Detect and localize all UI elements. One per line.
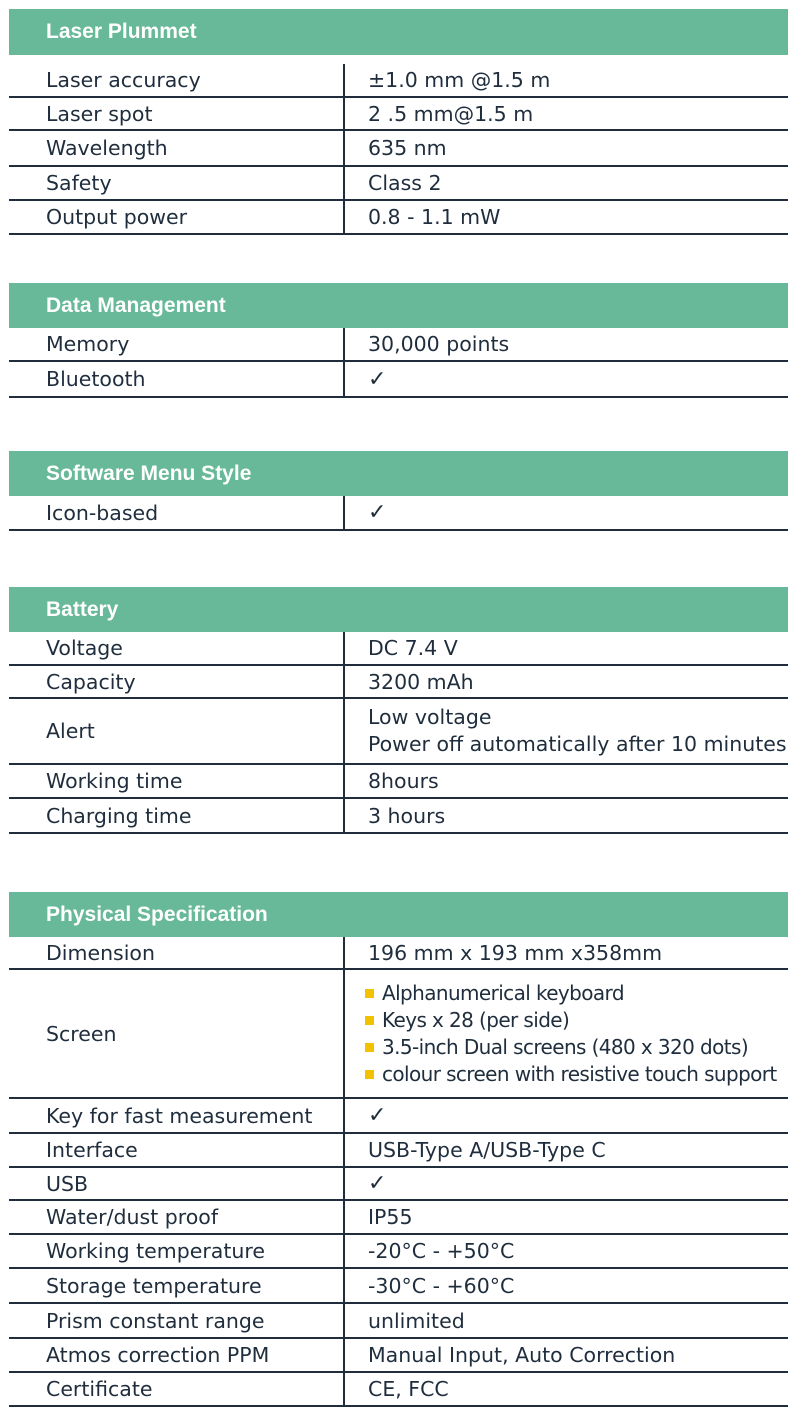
spec-label: Screen [9,970,345,1097]
spec-row [9,1339,788,1373]
spec-row [9,799,788,834]
spec-label: Laser spot [9,98,345,129]
bullet-text: colour screen with resistive touch support [382,1061,777,1086]
checkmark-icon: ✓ [368,500,387,525]
spec-value: -20°C - +50°C [368,1239,515,1263]
spec-value: 2 .5 mm@1.5 m [368,101,534,126]
value-line: Low voltage [368,705,492,729]
spec-value: ±1.0 mm @1.5 m [368,68,551,92]
spec-label: Dimension [9,937,345,968]
spec-label: Wavelength [9,131,345,165]
spec-row [9,1134,788,1168]
value-line: Power off automatically after 10 minutes [368,732,787,756]
checkmark-icon: ✓ [368,366,387,392]
spec-value: DC 7.4 V [368,636,458,660]
spec-value: USB-Type A/USB-Type C [368,1138,606,1162]
spec-row [9,699,788,765]
spec-label: Bluetooth [9,362,345,396]
spec-row [9,765,788,799]
spec-label: Laser accuracy [9,64,345,96]
spec-row [9,167,788,201]
bullet-text: Alphanumerical keyboard [382,980,624,1005]
bullet-square-icon [365,1016,374,1025]
spec-value: Manual Input, Auto Correction [368,1343,676,1367]
spec-label: Icon-based [9,496,345,529]
spec-value: 3200 mAh [368,669,474,694]
spec-label: Interface [9,1134,345,1166]
spec-row [9,937,788,970]
spec-label: Working temperature [9,1235,345,1267]
spec-value: 3 hours [368,803,446,828]
bullet-square-icon [365,1043,374,1052]
spec-value: 0.8 - 1.1 mW [368,205,501,229]
bullet-text: 3.5-inch Dual screens (480 x 320 dots) [382,1034,749,1059]
section-header: Physical Specification [9,892,788,937]
spec-label: Working time [9,765,345,797]
spec-row [9,1373,788,1407]
list-item [365,1034,788,1061]
spec-value: IP55 [368,1205,413,1229]
spec-row [9,496,788,531]
spec-value-multiline [345,699,788,763]
checkmark-icon: ✓ [368,1103,387,1128]
spec-label: Alert [9,699,345,763]
section-header: Laser Plummet [9,9,788,55]
spec-label: Output power [9,201,345,233]
spec-value: 635 nm [368,136,447,160]
list-item [365,1007,788,1034]
spec-label: Capacity [9,666,345,697]
spec-value: -30°C - +60°C [368,1273,515,1298]
spec-row [9,131,788,167]
spec-row [9,201,788,235]
list-item [365,1061,788,1088]
spec-row [9,64,788,98]
spec-row [9,362,788,398]
spec-row [9,632,788,666]
spec-label: Voltage [9,632,345,664]
spec-value: 30,000 points [368,332,510,356]
spec-row [9,1269,788,1304]
spec-label: Storage temperature [9,1269,345,1302]
spec-row [9,1201,788,1235]
spec-row [9,1099,788,1134]
bullet-text: Keys x 28 (per side) [382,1007,570,1032]
spec-row [9,1168,788,1201]
spec-row [9,1304,788,1339]
spec-label: Key for fast measurement [9,1099,345,1132]
spec-label: Atmos correction PPM [9,1339,345,1371]
section-header: Software Menu Style [9,451,788,496]
spec-value: CE, FCC [368,1377,449,1401]
checkmark-icon: ✓ [368,1171,387,1196]
spec-label: Water/dust proof [9,1201,345,1233]
bullet-square-icon [365,1070,374,1079]
spec-row [9,1235,788,1269]
spec-row [9,666,788,699]
spec-value: Class 2 [368,171,442,195]
spec-row [9,970,788,1099]
spec-row [9,328,788,362]
bullet-square-icon [365,989,374,998]
list-item [365,980,788,1007]
spec-value: unlimited [368,1308,465,1333]
spec-label: USB [9,1168,345,1199]
screen-bullet-list [345,970,788,1097]
spec-row [9,98,788,131]
spec-value: 196 mm x 193 mm x358mm [368,940,663,965]
spec-value: 8hours [368,769,439,793]
section-header: Data Management [9,283,788,328]
spec-label: Certificate [9,1373,345,1405]
spec-label: Charging time [9,799,345,832]
spec-label: Prism constant range [9,1304,345,1337]
section-header: Battery [9,587,788,632]
spec-label: Memory [9,328,345,360]
spec-label: Safety [9,167,345,199]
